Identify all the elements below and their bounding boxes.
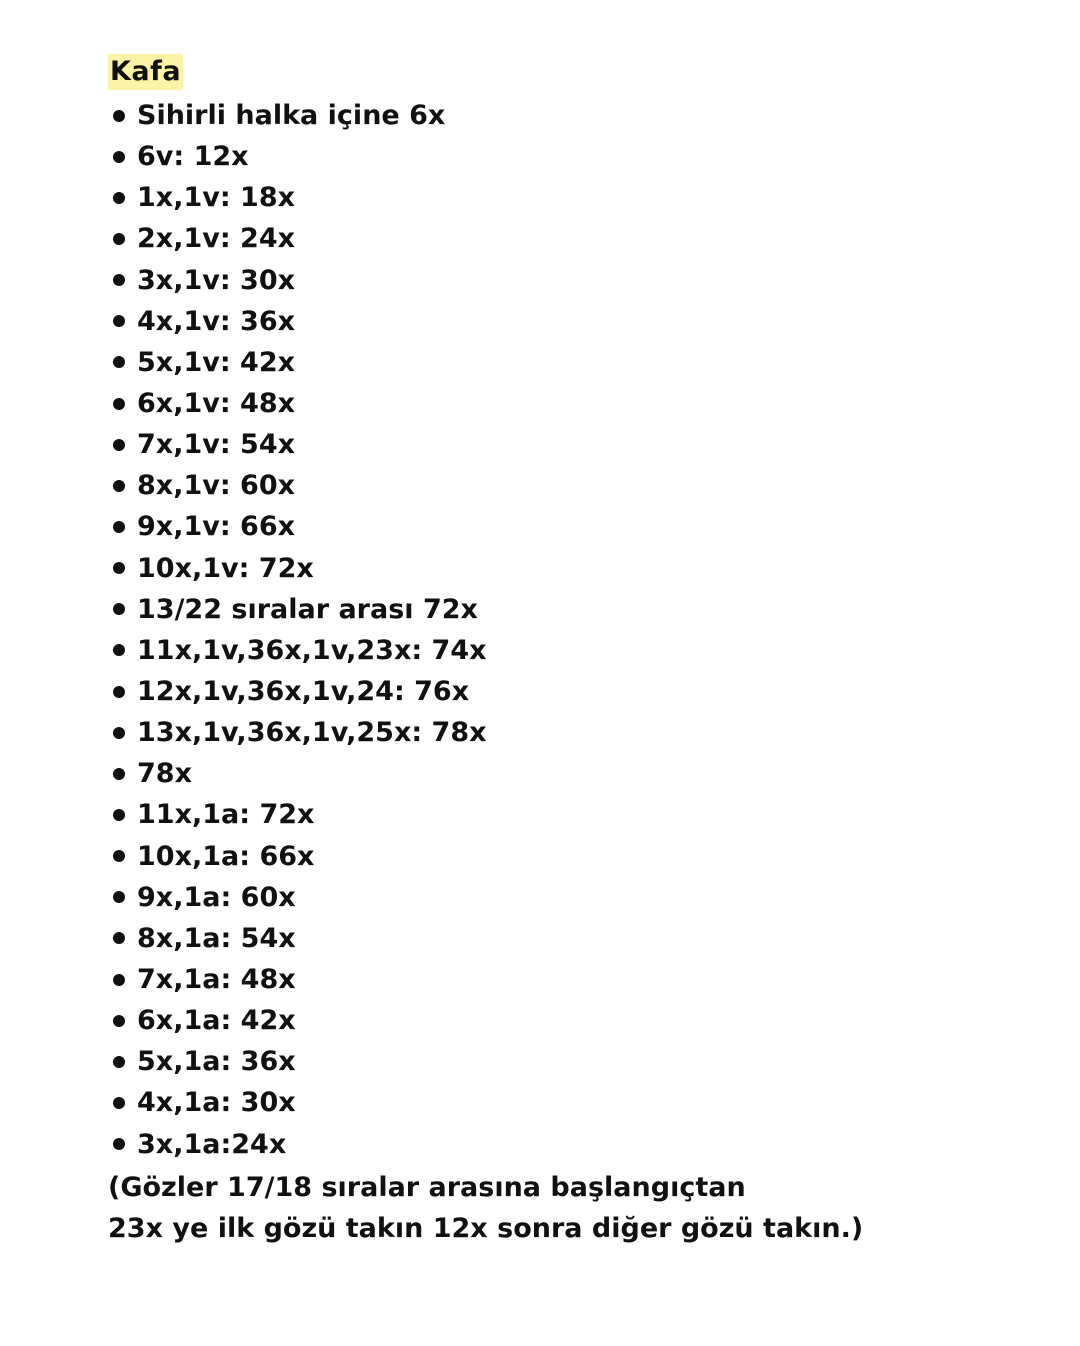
list-item (108, 465, 1008, 506)
bullet-icon (113, 686, 125, 698)
step-text: 3x,1v: 30x (137, 264, 296, 296)
step-text: 10x,1a: 66x (137, 840, 315, 872)
step-text: 1x,1v: 18x (137, 182, 296, 214)
pattern-content (108, 54, 1008, 1249)
bullet-icon (113, 1138, 125, 1150)
list-item (108, 1082, 1008, 1123)
list-item (108, 383, 1008, 424)
bullet-icon (113, 151, 125, 163)
list-item (108, 424, 1008, 465)
section-title: Kafa (108, 54, 183, 90)
list-item (108, 877, 1008, 918)
step-text: 9x,1a: 60x (137, 881, 296, 913)
step-text: 8x,1v: 60x (137, 470, 296, 502)
bullet-icon (113, 850, 125, 862)
bullet-icon (113, 315, 125, 327)
step-text: 11x,1v,36x,1v,23x: 74x (137, 634, 487, 666)
list-item (108, 218, 1008, 259)
list-item (108, 548, 1008, 589)
list-item (108, 918, 1008, 959)
bullet-icon (113, 274, 125, 286)
list-item (108, 301, 1008, 342)
bullet-icon (113, 480, 125, 492)
step-text: 13x,1v,36x,1v,25x: 78x (137, 717, 487, 749)
bullet-icon (113, 562, 125, 574)
bullet-icon (113, 439, 125, 451)
step-text: 12x,1v,36x,1v,24: 76x (137, 676, 470, 708)
list-item (108, 177, 1008, 218)
step-text: 6v: 12x (137, 141, 249, 173)
list-item (108, 959, 1008, 1000)
bullet-icon (113, 356, 125, 368)
step-text: 7x,1a: 48x (137, 964, 296, 996)
list-item (108, 342, 1008, 383)
bullet-icon (113, 1097, 125, 1109)
eye-placement-note (108, 1167, 1008, 1249)
list-item (108, 712, 1008, 753)
step-text: 6x,1a: 42x (137, 1005, 296, 1037)
step-list (108, 95, 1008, 1165)
step-text: 10x,1v: 72x (137, 552, 314, 584)
list-item (108, 260, 1008, 301)
bullet-icon (113, 1015, 125, 1027)
step-text: 5x,1v: 42x (137, 346, 296, 378)
bullet-icon (113, 932, 125, 944)
list-item (108, 136, 1008, 177)
list-item (108, 671, 1008, 712)
step-text: 7x,1v: 54x (137, 429, 296, 461)
bullet-icon (113, 768, 125, 780)
bullet-icon (113, 398, 125, 410)
step-text: 13/22 sıralar arası 72x (137, 593, 478, 625)
bullet-icon (113, 233, 125, 245)
list-item (108, 506, 1008, 547)
note-line-1: (Gözler 17/18 sıralar arasına başlangıçtan (108, 1171, 746, 1203)
step-text: 4x,1v: 36x (137, 305, 296, 337)
bullet-icon (113, 521, 125, 533)
step-text: Sihirli halka içine 6x (137, 100, 446, 132)
bullet-icon (113, 809, 125, 821)
step-text: 78x (137, 758, 192, 790)
note-line-2: 23x ye ilk gözü takın 12x sonra diğer gözü takın.) (108, 1212, 864, 1244)
step-text: 6x,1v: 48x (137, 388, 296, 420)
step-text: 4x,1a: 30x (137, 1087, 296, 1119)
bullet-icon (113, 974, 125, 986)
bullet-icon (113, 192, 125, 204)
bullet-icon (113, 891, 125, 903)
step-text: 5x,1a: 36x (137, 1046, 296, 1078)
bullet-icon (113, 727, 125, 739)
list-item (108, 836, 1008, 877)
list-item (108, 1000, 1008, 1041)
step-text: 2x,1v: 24x (137, 223, 296, 255)
list-item (108, 1041, 1008, 1082)
list-item (108, 630, 1008, 671)
list-item (108, 1124, 1008, 1165)
bullet-icon (113, 110, 125, 122)
list-item (108, 95, 1008, 136)
bullet-icon (113, 644, 125, 656)
list-item (108, 794, 1008, 835)
step-text: 11x,1a: 72x (137, 799, 315, 831)
bullet-icon (113, 603, 125, 615)
list-item (108, 753, 1008, 794)
step-text: 9x,1v: 66x (137, 511, 296, 543)
step-text: 8x,1a: 54x (137, 922, 296, 954)
bullet-icon (113, 1056, 125, 1068)
step-text: 3x,1a:24x (137, 1128, 287, 1160)
list-item (108, 589, 1008, 630)
